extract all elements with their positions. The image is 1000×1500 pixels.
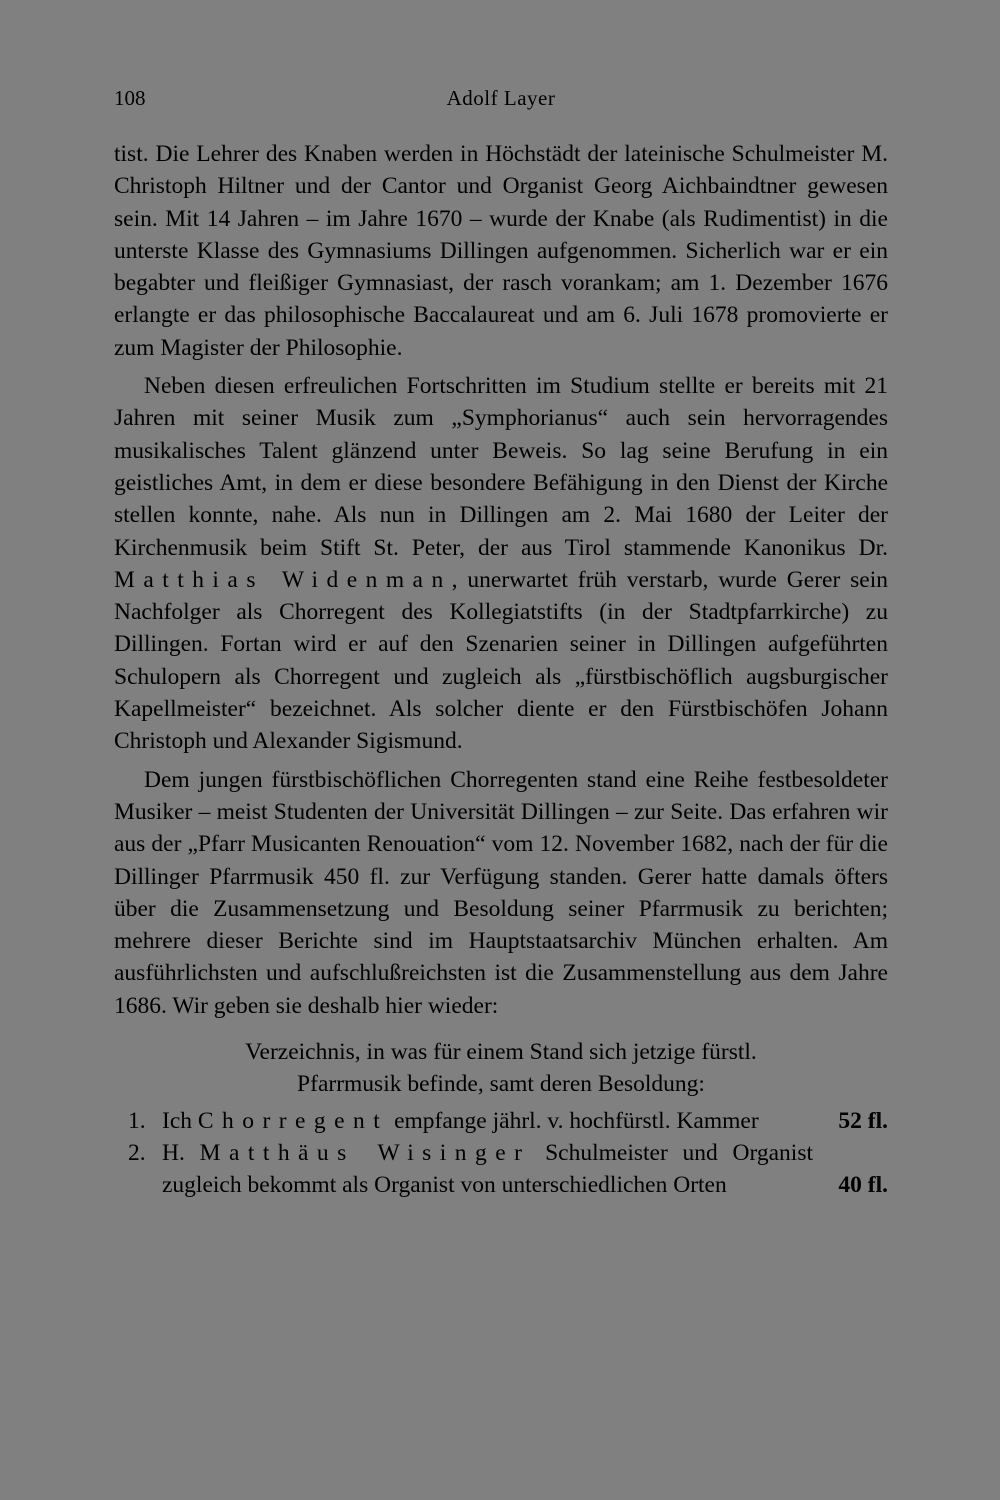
list-item-amount: 52 fl. [838, 1107, 888, 1134]
list-item-number: 1. [128, 1107, 146, 1134]
paragraph-3: Dem jungen fürstbischöflichen Chorregenten stand eine Reihe festbesoldeter Musiker – meist Studenten der Universität Dillingen – zur Seite. Das erfahren wir aus der „Pfarr Musicanten Renouation“ vom 12. November 1682, nach der für die Dillinger Pfarrmusik 450 fl. zur Verfügung standen. Gerer hatte damals öfters über die Zusammensetzung und Besoldung seiner Pfarrmusik zu berichten; mehrere dieser Berichte sind im Hauptstaatsarchiv München erhalten. Am ausführlichsten und aufschlußreichsten ist die Zusammenstellung aus dem Jahre 1686. Wir geben sie deshalb hier wieder: [114, 766, 888, 1019]
spaced-name-widenman: Matthias Widenman [114, 566, 452, 593]
list-caption [114, 1036, 888, 1101]
paragraph-2-text-b: , unerwartet früh verstarb, wurde Gerer sein Nachfolger als Chorregent des Kollegiatstifts (in der Stadtpfarrkirche) zu Dillingen. Fortan wird er auf den Szenarien seiner in Dillingen aufgeführten Schulopern als Chorregent und zugleich als „fürstbischöflich augsburgischer Kapellmeister“ bezeichnet. Als solcher diente er den Fürstbischöfen Johann Christoph und Alexander Sigismund. [114, 566, 889, 755]
caption-line-1: Verzeichnis, in was für einem Stand sich jetzige fürstl. [245, 1039, 757, 1066]
list-item-prefix: H. [162, 1139, 185, 1166]
list-item-amount: 40 fl. [838, 1172, 888, 1199]
list-item-spaced-name: Chorregent [197, 1107, 389, 1134]
list-item-spaced-name: Matthäus Wisinger [199, 1139, 531, 1166]
list-item-description: empfange jährl. v. hochfürstl. Kammer [394, 1107, 759, 1134]
page-body [114, 138, 888, 1202]
list-item-description: Schulmeister und Organist zugleich bekommt als Organist von unterschiedlichen Orten [162, 1139, 814, 1199]
running-title: Adolf Layer [446, 86, 556, 110]
paragraph-2-text-a: Neben diesen erfreulichen Fortschritten im Studium stellte er bereits mit 21 Jahren mit seiner Musik zum „Symphorianus“ auch sein hervorragendes musikalisches Talent glänzend unter Beweis. So lag seine Berufung in ein geistliches Amt, in dem er diese besondere Befähigung in den Dienst der Kirche stellen konnte, nahe. Als nun in Dillingen am 2. Mai 1680 der Leiter der Kirchenmusik beim Stift St. Peter, der aus Tirol stammende Kanonikus Dr. [114, 373, 888, 561]
caption-line-2: Pfarrmusik befinde, samt deren Besoldung: [297, 1071, 705, 1098]
list-item [114, 1105, 888, 1137]
list-item-text [162, 1137, 813, 1202]
list-item-number: 2. [128, 1139, 146, 1166]
list-item-text [162, 1105, 813, 1137]
paragraph-1: tist. Die Lehrer des Knaben werden in Höchstädt der lateinische Schulmeister M. Christoph Hiltner und der Cantor und Organist Georg Aichbaindtner gewesen sein. Mit 14 Jahren – im Jahre 1670 – wurde der Knabe (als Rudimentist) in die unterste Klasse des Gymnasiums Dillingen aufgenommen. Sicherlich war er ein begabter und fleißiger Gymnasiast, der rasch vorankam; am 1. Dezember 1676 erlangte er das philosophische Baccalaureat und am 6. Juli 1678 promovierte er zum Magister der Philosophie. [114, 141, 888, 361]
list-item-prefix: Ich [162, 1107, 193, 1134]
payment-list [114, 1105, 888, 1202]
page-header [114, 86, 888, 116]
page-number: 108 [114, 86, 146, 110]
paragraph-2 [114, 370, 888, 758]
list-item [114, 1137, 888, 1202]
